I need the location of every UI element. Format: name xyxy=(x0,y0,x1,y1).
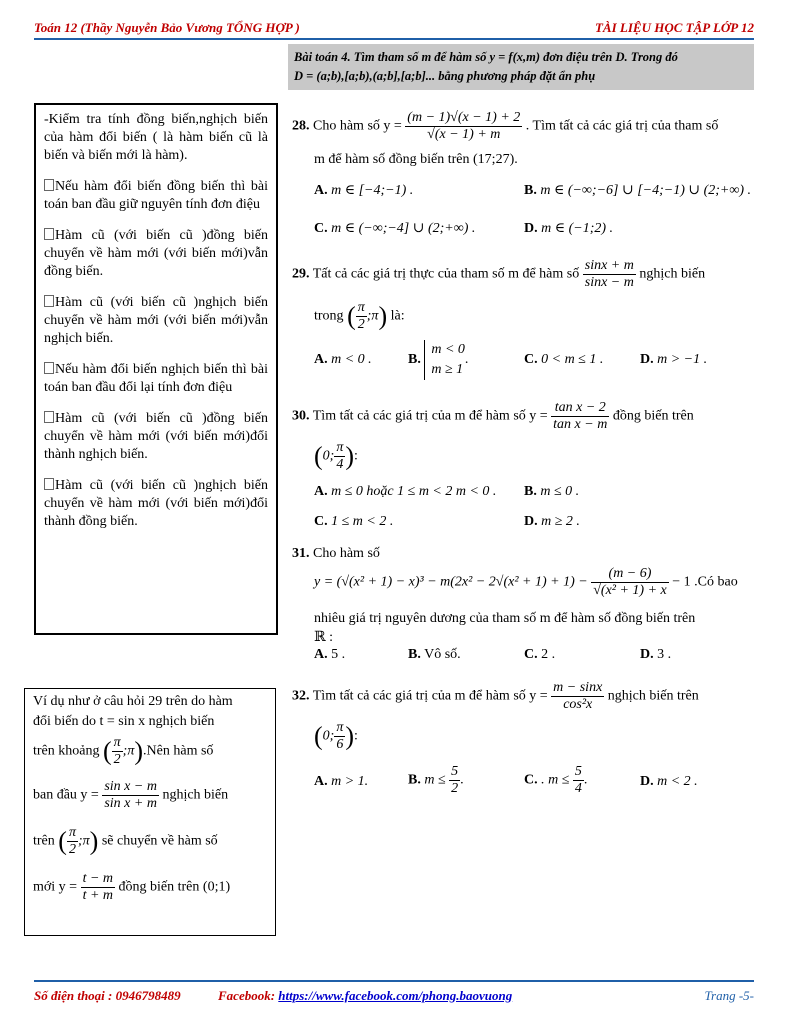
checkbox-icon xyxy=(44,362,54,374)
checkbox-icon xyxy=(44,478,54,490)
q32-line1: 32. Tìm tất cả các giá trị của m để hàm số y = $\frac{m - \sin x}{\text{cos²x}}$ nghịch biến trên xyxy=(292,680,699,712)
side-note-box xyxy=(34,103,278,635)
q31-option-a[interactable]: A. 5 . xyxy=(314,647,346,662)
problem-title xyxy=(288,44,754,90)
checkbox-icon xyxy=(44,295,54,307)
example-line6: mới y = $\frac{t - m}{t + m}$ đồng biến trên (0;1) xyxy=(33,871,231,903)
q30-option-a[interactable]: A. m ≤ 0 hoặc 1 ≤ m < 2 m < 0 . xyxy=(314,484,497,499)
q31-option-c[interactable]: C. 2 . xyxy=(524,647,556,662)
footer-phone: Số điện thoại : 0946798489 xyxy=(34,988,181,1003)
side-note-p6: Hàm cũ (với biến cũ )đồng biến chuyển về hàm mới (với biến mới)đổi thành nghịch biến. xyxy=(44,411,268,462)
facebook-link[interactable]: https://www.facebook.com/phong.baovuong xyxy=(278,988,513,1003)
q28-line2: m để hàm số đồng biến trên (17;27). xyxy=(314,152,518,167)
page-number: Trang -5- xyxy=(704,988,754,1003)
problem-title-line2: D = (a;b),[a;b),(a;b],[a;b]... bằng phương pháp đặt ẩn phụ xyxy=(294,69,596,83)
q28-option-b[interactable]: B. m ∈ (−∞;−6] ∪ [−4;−1) ∪ (2;+∞) . xyxy=(524,183,752,198)
side-note-p3: Hàm cũ (với biến cũ )đồng biến chuyển về hàm mới (với biến mới)vẫn đồng biến. xyxy=(44,228,268,279)
q28-option-d[interactable]: D. m ∈ (−1;2) . xyxy=(524,221,614,236)
side-note-p7: Hàm cũ (với biến cũ )nghịch biến chuyển về hàm mới (với biến mới)đổi thành đồng biến. xyxy=(44,478,268,529)
example-line2: đổi biến do t = sin x nghịch biến xyxy=(33,714,215,729)
q32-line2: (0; $\frac{\pi}{6}$ ): xyxy=(314,720,358,752)
checkbox-icon xyxy=(44,179,54,191)
side-note-p2: Nếu hàm đổi biến đồng biến thì bài toán ban đầu giữ nguyên tính đơn điệu xyxy=(44,179,268,212)
q28-line1: 28. Cho hàm số y = $\frac{(m - 1)√(x - 1) + 2}{√(x - 1) + m}$ . Tìm tất cả các giá trị của tham số xyxy=(292,110,719,142)
q30-line2: (0; $\frac{\pi}{4}$ ): xyxy=(314,440,358,472)
checkbox-icon xyxy=(44,228,54,240)
q30-option-b[interactable]: B. m ≤ 0 . xyxy=(524,484,580,499)
q31-line3: nhiêu giá trị nguyên dương của tham số m để hàm số đồng biến trên xyxy=(314,611,696,626)
q28-option-a[interactable]: A. m ∈ [−4;−1) . xyxy=(314,183,414,198)
q29-option-c[interactable]: C. 0 < m ≤ 1 . xyxy=(524,352,604,367)
example-line5: trên ( $\frac{\pi}{2}$ ;π) sẽ chuyển về hàm số xyxy=(33,825,218,857)
q31-option-d[interactable]: D. 3 . xyxy=(640,647,672,662)
checkbox-icon xyxy=(44,411,54,423)
q32-option-b[interactable]: B. m ≤ $\frac{5}{2}$ . xyxy=(408,764,464,796)
side-note-p5: Nếu hàm đổi biến nghịch biến thì bài toán ban đầu đổi lại tính đơn điệu xyxy=(44,362,268,395)
q32-option-d[interactable]: D. m < 2 . xyxy=(640,774,698,789)
example-line1: Ví dụ như ở câu hỏi 29 trên do hàm xyxy=(33,694,233,709)
example-note-box xyxy=(24,688,276,936)
page-header xyxy=(34,18,754,38)
q32-option-c[interactable]: C. . m ≤ $\frac{5}{4}$ . xyxy=(524,764,588,796)
q31-option-b[interactable]: B. Vô số. xyxy=(408,647,461,662)
q31-line2: y = (√(x² + 1) − x)³ − m(2x² − 2√(x² + 1) + 1) − $\frac{(m - 6)}{\text{√(x² + 1) + x}}$ − 1 .Có bao xyxy=(314,566,738,598)
q29-option-a[interactable]: A. m < 0 . xyxy=(314,352,372,367)
footer-facebook: Facebook: https://www.facebook.com/phong.baovuong xyxy=(218,988,513,1003)
example-line3: trên khoảng ( $\frac{\pi}{2}$ ;π).Nên hàm số xyxy=(33,735,214,767)
side-note-p1: -Kiểm tra tính đồng biến,nghịch biến của hàm đổi biến ( là hàm biến cũ là biến và biến mới là hàm). xyxy=(44,112,268,163)
footer-rule xyxy=(34,980,754,982)
q32-option-a[interactable]: A. m > 1. xyxy=(314,774,369,789)
q29-line1: 29. Tất cả các giá trị thực của tham số m để hàm số $\frac{\sin x + m}{\sin x - m}$ nghịch biến xyxy=(292,258,706,290)
q30-line1: 30. Tìm tất cả các giá trị của m để hàm số y = $\frac{\text{tan x − 2}}{\text{tan x − m}}$ đồng biến trên xyxy=(292,400,694,432)
q28-option-c[interactable]: C. m ∈ (−∞;−4] ∪ (2;+∞) . xyxy=(314,221,476,236)
problem-title-line1: Bài toán 4. Tìm tham số m để hàm số y = f(x,m) đơn điệu trên D. Trong đó xyxy=(294,50,678,64)
q29-line2: trong ( $\frac{\pi}{2}$ ;π) là: xyxy=(314,300,405,332)
q31-line4: ℝ : xyxy=(314,630,334,645)
header-right: TÀI LIỆU HỌC TẬP LỚP 12 xyxy=(594,20,754,35)
header-left: Toán 12 (Thầy Nguyễn Bảo Vương TỔNG HỢP ) xyxy=(34,20,300,35)
q29-option-b[interactable]: B. m < 0 m ≥ 1 . xyxy=(408,340,468,380)
side-note-p4: Hàm cũ (với biến cũ )nghịch biến chuyển về hàm mới (với biến mới)vẫn nghịch biến. xyxy=(44,295,268,346)
q29-option-d[interactable]: D. m > −1 . xyxy=(640,352,708,367)
q30-option-c[interactable]: C. 1 ≤ m < 2 . xyxy=(314,514,394,529)
header-rule xyxy=(34,38,754,40)
q31-line1: 31. Cho hàm số xyxy=(292,546,380,561)
example-line4: ban đầu y = $\frac{\text{sin x − m}}{\text{sin x + m}}$ nghịch biến xyxy=(33,779,229,811)
q30-option-d[interactable]: D. m ≥ 2 . xyxy=(524,514,580,529)
